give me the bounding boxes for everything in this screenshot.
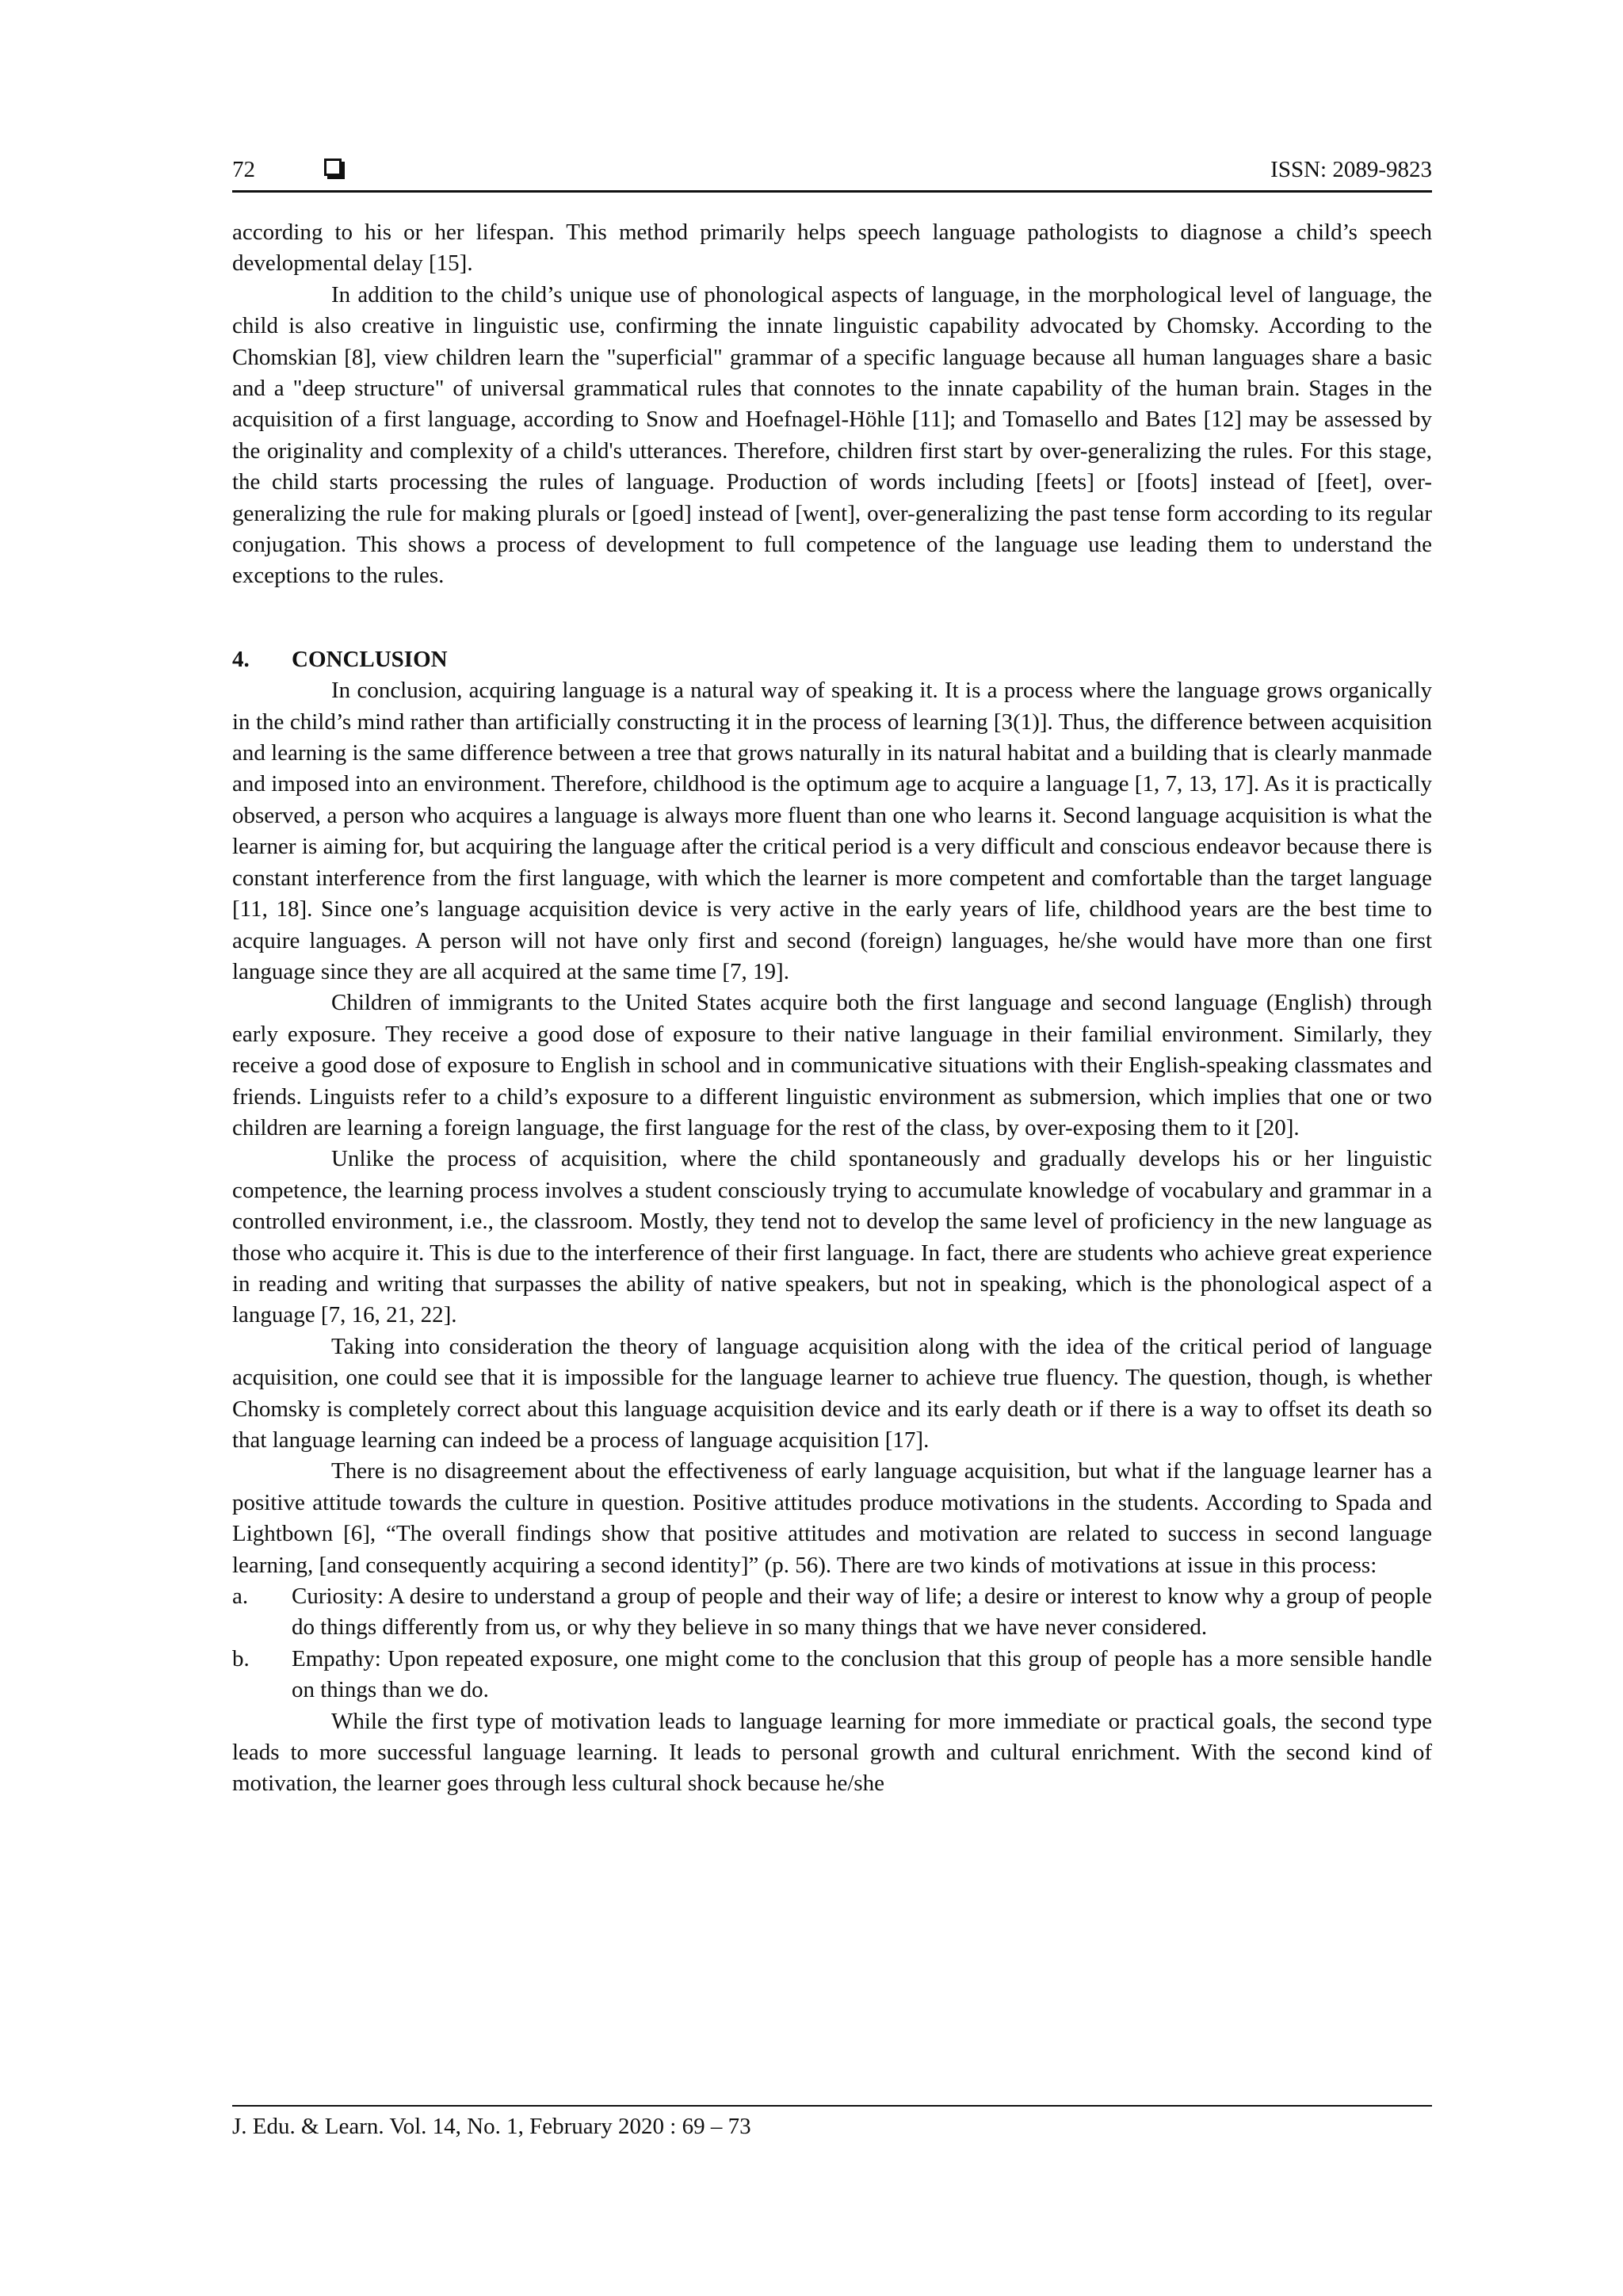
checkbox-bullet-icon bbox=[324, 159, 342, 176]
page-footer: J. Edu. & Learn. Vol. 14, No. 1, February 2020 : 69 – 73 bbox=[232, 2114, 751, 2139]
page-number: 72 bbox=[232, 157, 255, 182]
paragraph-continued: according to his or her lifespan. This method primarily helps speech language pathologists to diagnose a child’s speech developmental delay [15]. bbox=[232, 220, 1432, 277]
section-title: CONCLUSION bbox=[292, 646, 448, 672]
page-header bbox=[232, 155, 1432, 195]
issn-label: ISSN: 2089-9823 bbox=[1270, 157, 1432, 182]
motivation-list bbox=[232, 1581, 1432, 1706]
list-item bbox=[232, 1581, 1432, 1644]
paragraph-conclusion-2: Children of immigrants to the United States acquire both the first language and second language (English) through early exposure. They receive a good dose of exposure to their native language in their familial environment. Similarly, they receive a good dose of exposure to English in school and in communicative situations with their English-speaking classmates and friends. Linguists refer to a child’s exposure to a different linguistic environment as submersion, which implies that one or two children are learning a foreign language, the first language for the rest of the class, by over-exposing them to it [20]. bbox=[232, 990, 1432, 1140]
paragraph-conclusion-4: Taking into consideration the theory of language acquisition along with the idea of the critical period of language acquisition, one could see that it is impossible for the language learner to achieve true fluency. The question, though, is whether Chomsky is completely correct about this language acquisition device and its early death or if there is a way to offset its death so that language learning can indeed be a process of language acquisition [17]. bbox=[232, 1333, 1432, 1454]
paragraph-conclusion-5: There is no disagreement about the effectiveness of early language acquisition, but what if the language learner has a positive attitude towards the culture in question. Positive attitudes produce motivations in the students. According to Spada and Lightbown [6], “The overall findings show that positive attitudes and motivation are related to success in second language learning, [and consequently acquiring a second identity]” (p. 56). There are two kinds of motivations at issue in this process: bbox=[232, 1458, 1432, 1578]
paragraph-conclusion-1: In conclusion, acquiring language is a natural way of speaking it. It is a process where the language grows organically in the child’s mind rather than artificially constructing it in the process of learning [3(1)]. Thus, the difference between acquisition and learning is the same difference between a tree that grows naturally in its natural habitat and a building that is clearly manmade and imposed into an environment. Therefore, childhood is the optimum age to acquire a language [1, 7, 13, 17]. As it is practically observed, a person who acquires a language is always more fluent than one who learns it. Second language acquisition is what the learner is aiming for, but acquiring the language after the critical period is a very difficult and conscious endeavor because there is constant interference from the first language, with which the learner is more competent and comfortable than the target language [11, 18]. Since one’s language acquisition device is very active in the early years of life, childhood years are the best time to acquire languages. A person will not have only first and second (foreign) languages, he/she would have more than one first language since they are all acquired at the same time [7, 19]. bbox=[232, 678, 1432, 984]
paragraph-conclusion-6: While the first type of motivation leads to language learning for more immediate or practical goals, the second type leads to more successful language learning. It leads to personal growth and cultural enrichment. With the second kind of motivation, the learner goes through less cultural shock because he/she bbox=[232, 1708, 1432, 1797]
body-text bbox=[232, 217, 1432, 1800]
list-marker: b. bbox=[232, 1645, 250, 1671]
list-item-text: Curiosity: A desire to understand a group of people and their way of life; a desire or interest to know why a group of people do things differently from us, or why they believe in so many things that we have never considered. bbox=[292, 1584, 1432, 1641]
section-number: 4. bbox=[232, 646, 250, 672]
paragraph-conclusion-3: Unlike the process of acquisition, where the child spontaneously and gradually develops his or her linguistic competence, the learning process involves a student consciously trying to accumulate knowledge of vocabulary and grammar in a controlled environment, i.e., the classroom. Mostly, they tend not to develop the same level of proficiency in the new language as those who acquire it. This is due to the interference of their first language. In fact, there are students who achieve great experience in reading and writing that surpasses the ability of native speakers, but not in speaking, which is the phonological aspect of a language [7, 16, 21, 22]. bbox=[232, 1146, 1432, 1328]
list-item-text: Empathy: Upon repeated exposure, one might come to the conclusion that this group of people has a more sensible handle on things than we do. bbox=[292, 1645, 1432, 1703]
list-item bbox=[232, 1644, 1432, 1706]
paragraph-morphology: In addition to the child’s unique use of phonological aspects of language, in the morphological level of language, the child is also creative in linguistic use, confirming the innate linguistic capability advocated by Chomsky. According to the Chomskian [8], view children learn the "superficial" grammar of a specific language because all human languages share a basic and a "deep structure" of universal grammatical rules that connotes to the innate capability of the human brain. Stages in the acquisition of a first language, according to Snow and Hoefnagel-Höhle [11]; and Tomasello and Bates [12] may be assessed by the originality and complexity of a child's utterances. Therefore, children first start by over-generalizing the rules. For this stage, the child starts processing the rules of language. Production of words including [feets] or [foots] instead of [feet], over-generalizing the rule for making plurals or [goed] instead of [went], over-generalizing the past tense form according to its regular conjugation. This shows a process of development to full competence of the language use leading them to understand the exceptions to the rules. bbox=[232, 281, 1432, 589]
list-marker: a. bbox=[232, 1584, 249, 1610]
header-rule bbox=[232, 190, 1432, 193]
section-heading bbox=[232, 644, 1432, 675]
footer-rule bbox=[232, 2105, 1432, 2107]
